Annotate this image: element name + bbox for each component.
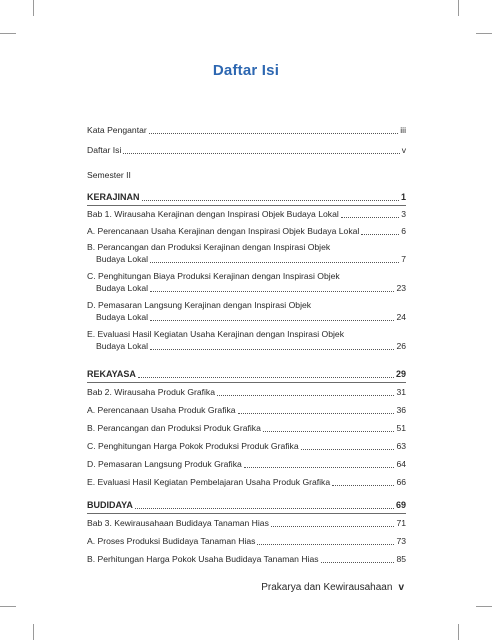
toc-entry-label-cont: Budaya Lokal (96, 341, 149, 351)
toc-entry-page: 6 (401, 226, 406, 236)
toc-entry[interactable] (87, 441, 406, 452)
toc-entry-label: A. Proses Produksi Budidaya Tanaman Hias (87, 536, 256, 546)
leader-dots (150, 261, 399, 263)
footer-page-number: v (398, 582, 404, 593)
section-divider (87, 205, 406, 206)
toc-entry-label: A. Perencanaan Usaha Produk Grafika (87, 405, 236, 415)
crop-mark (458, 0, 459, 16)
toc-entry-page: 73 (396, 536, 406, 546)
toc-entry[interactable] (87, 341, 406, 352)
leader-dots (361, 233, 399, 235)
leader-dots (150, 319, 394, 321)
leader-dots (332, 484, 394, 486)
toc-entry[interactable] (87, 254, 406, 265)
crop-mark (33, 624, 34, 640)
page-title: Daftar Isi (212, 62, 280, 79)
toc-entry-page: 51 (396, 423, 406, 433)
leader-dots (271, 525, 395, 527)
toc-entry-page: 26 (396, 341, 406, 351)
section-heading[interactable] (87, 369, 406, 380)
chapter-label: Bab 2. Wirausaha Produk Grafika (87, 387, 216, 397)
toc-entry-label-cont: Budaya Lokal (96, 312, 149, 322)
toc-entry-label: B. Perancangan dan Produksi Kerajinan dengan Inspirasi Objek (87, 242, 331, 252)
crop-mark (458, 624, 459, 640)
leader-dots (123, 152, 399, 154)
section-heading-label: BUDIDAYA (87, 500, 133, 510)
toc-entry-label: D. Pemasaran Langsung Kerajinan dengan Inspirasi Objek (87, 300, 312, 310)
toc-entry-page: 24 (396, 312, 406, 322)
toc-entry-page: 7 (401, 254, 406, 264)
crop-mark (476, 606, 492, 607)
toc-entry-label: A. Perencanaan Usaha Kerajinan dengan Inspirasi Objek Budaya Lokal (87, 226, 360, 236)
toc-entry-label: E. Evaluasi Hasil Kegiatan Usaha Kerajinan dengan Inspirasi Objek (87, 329, 345, 339)
toc-entry-page: 85 (396, 554, 406, 564)
section-heading-label: KERAJINAN (87, 192, 140, 202)
crop-mark (0, 33, 16, 34)
toc-entry[interactable] (87, 226, 406, 237)
chapter-label: Bab 1. Wirausaha Kerajinan dengan Inspirasi Objek Budaya Lokal (87, 209, 339, 219)
toc-entry-page: 64 (396, 459, 406, 469)
toc-entry-label: D. Pemasaran Langsung Produk Grafika (87, 459, 242, 469)
toc-entry-label: E. Evaluasi Hasil Kegiatan Pembelajaran Usaha Produk Grafika (87, 477, 331, 487)
leader-dots (142, 199, 399, 201)
semester-label: Semester II (87, 170, 131, 180)
toc-entry-label: Daftar Isi (87, 145, 122, 155)
page-footer (261, 582, 404, 593)
toc-entry-page: v (401, 145, 406, 155)
toc-entry-page: 23 (396, 283, 406, 293)
section-heading[interactable] (87, 192, 406, 203)
leader-dots (341, 216, 399, 218)
chapter-page: 71 (396, 518, 406, 528)
leader-dots (244, 466, 395, 468)
toc-entry[interactable] (87, 459, 406, 470)
toc-entry[interactable] (87, 283, 406, 294)
section-heading[interactable] (87, 500, 406, 511)
leader-dots (238, 412, 395, 414)
section-heading-page: 29 (395, 369, 406, 379)
toc-entry-page: iii (400, 125, 406, 135)
toc-entry-page: 63 (396, 441, 406, 451)
toc-entry[interactable] (87, 312, 406, 323)
crop-mark (476, 33, 492, 34)
chapter-entry[interactable] (87, 209, 406, 220)
toc-entry[interactable] (87, 423, 406, 434)
footer-book-title: Prakarya dan Kewirausahaan (261, 582, 393, 593)
leader-dots (150, 290, 394, 292)
crop-mark (33, 0, 34, 16)
chapter-page: 3 (401, 209, 406, 219)
chapter-label: Bab 3. Kewirausahaan Budidaya Tanaman Hias (87, 518, 269, 528)
toc-entry-label: B. Perhitungan Harga Pokok Usaha Budidaya Tanaman Hias (87, 554, 319, 564)
toc-entry-label: B. Perancangan dan Produksi Produk Grafika (87, 423, 261, 433)
toc-entry[interactable] (87, 145, 406, 156)
leader-dots (138, 376, 394, 378)
toc-entry-label-cont: Budaya Lokal (96, 283, 149, 293)
toc-entry-label: C. Penghitungan Biaya Produksi Kerajinan dengan Inspirasi Objek (87, 271, 340, 281)
toc-entry-page: 66 (396, 477, 406, 487)
toc-entry-label: C. Penghitungan Harga Pokok Produksi Produk Grafika (87, 441, 299, 451)
section-heading-label: REKAYASA (87, 369, 136, 379)
toc-entry[interactable] (87, 477, 406, 488)
toc-entry[interactable] (87, 536, 406, 547)
section-divider (87, 513, 406, 514)
leader-dots (257, 543, 394, 545)
toc-entry-label-cont: Budaya Lokal (96, 254, 149, 264)
toc-entry[interactable] (87, 125, 406, 136)
toc-entry-page: 36 (396, 405, 406, 415)
table-of-contents (87, 0, 406, 640)
leader-dots (150, 348, 394, 350)
chapter-page: 31 (396, 387, 406, 397)
toc-entry[interactable] (87, 405, 406, 416)
crop-mark (0, 606, 16, 607)
leader-dots (321, 561, 395, 563)
leader-dots (217, 394, 394, 396)
toc-entry[interactable] (87, 554, 406, 565)
leader-dots (263, 430, 395, 432)
section-heading-page: 1 (400, 192, 406, 202)
chapter-entry[interactable] (87, 387, 406, 398)
leader-dots (149, 132, 399, 134)
toc-entry-label: Kata Pengantar (87, 125, 147, 135)
chapter-entry[interactable] (87, 518, 406, 529)
section-divider (87, 382, 406, 383)
leader-dots (301, 448, 395, 450)
leader-dots (135, 507, 394, 509)
section-heading-page: 69 (395, 500, 406, 510)
